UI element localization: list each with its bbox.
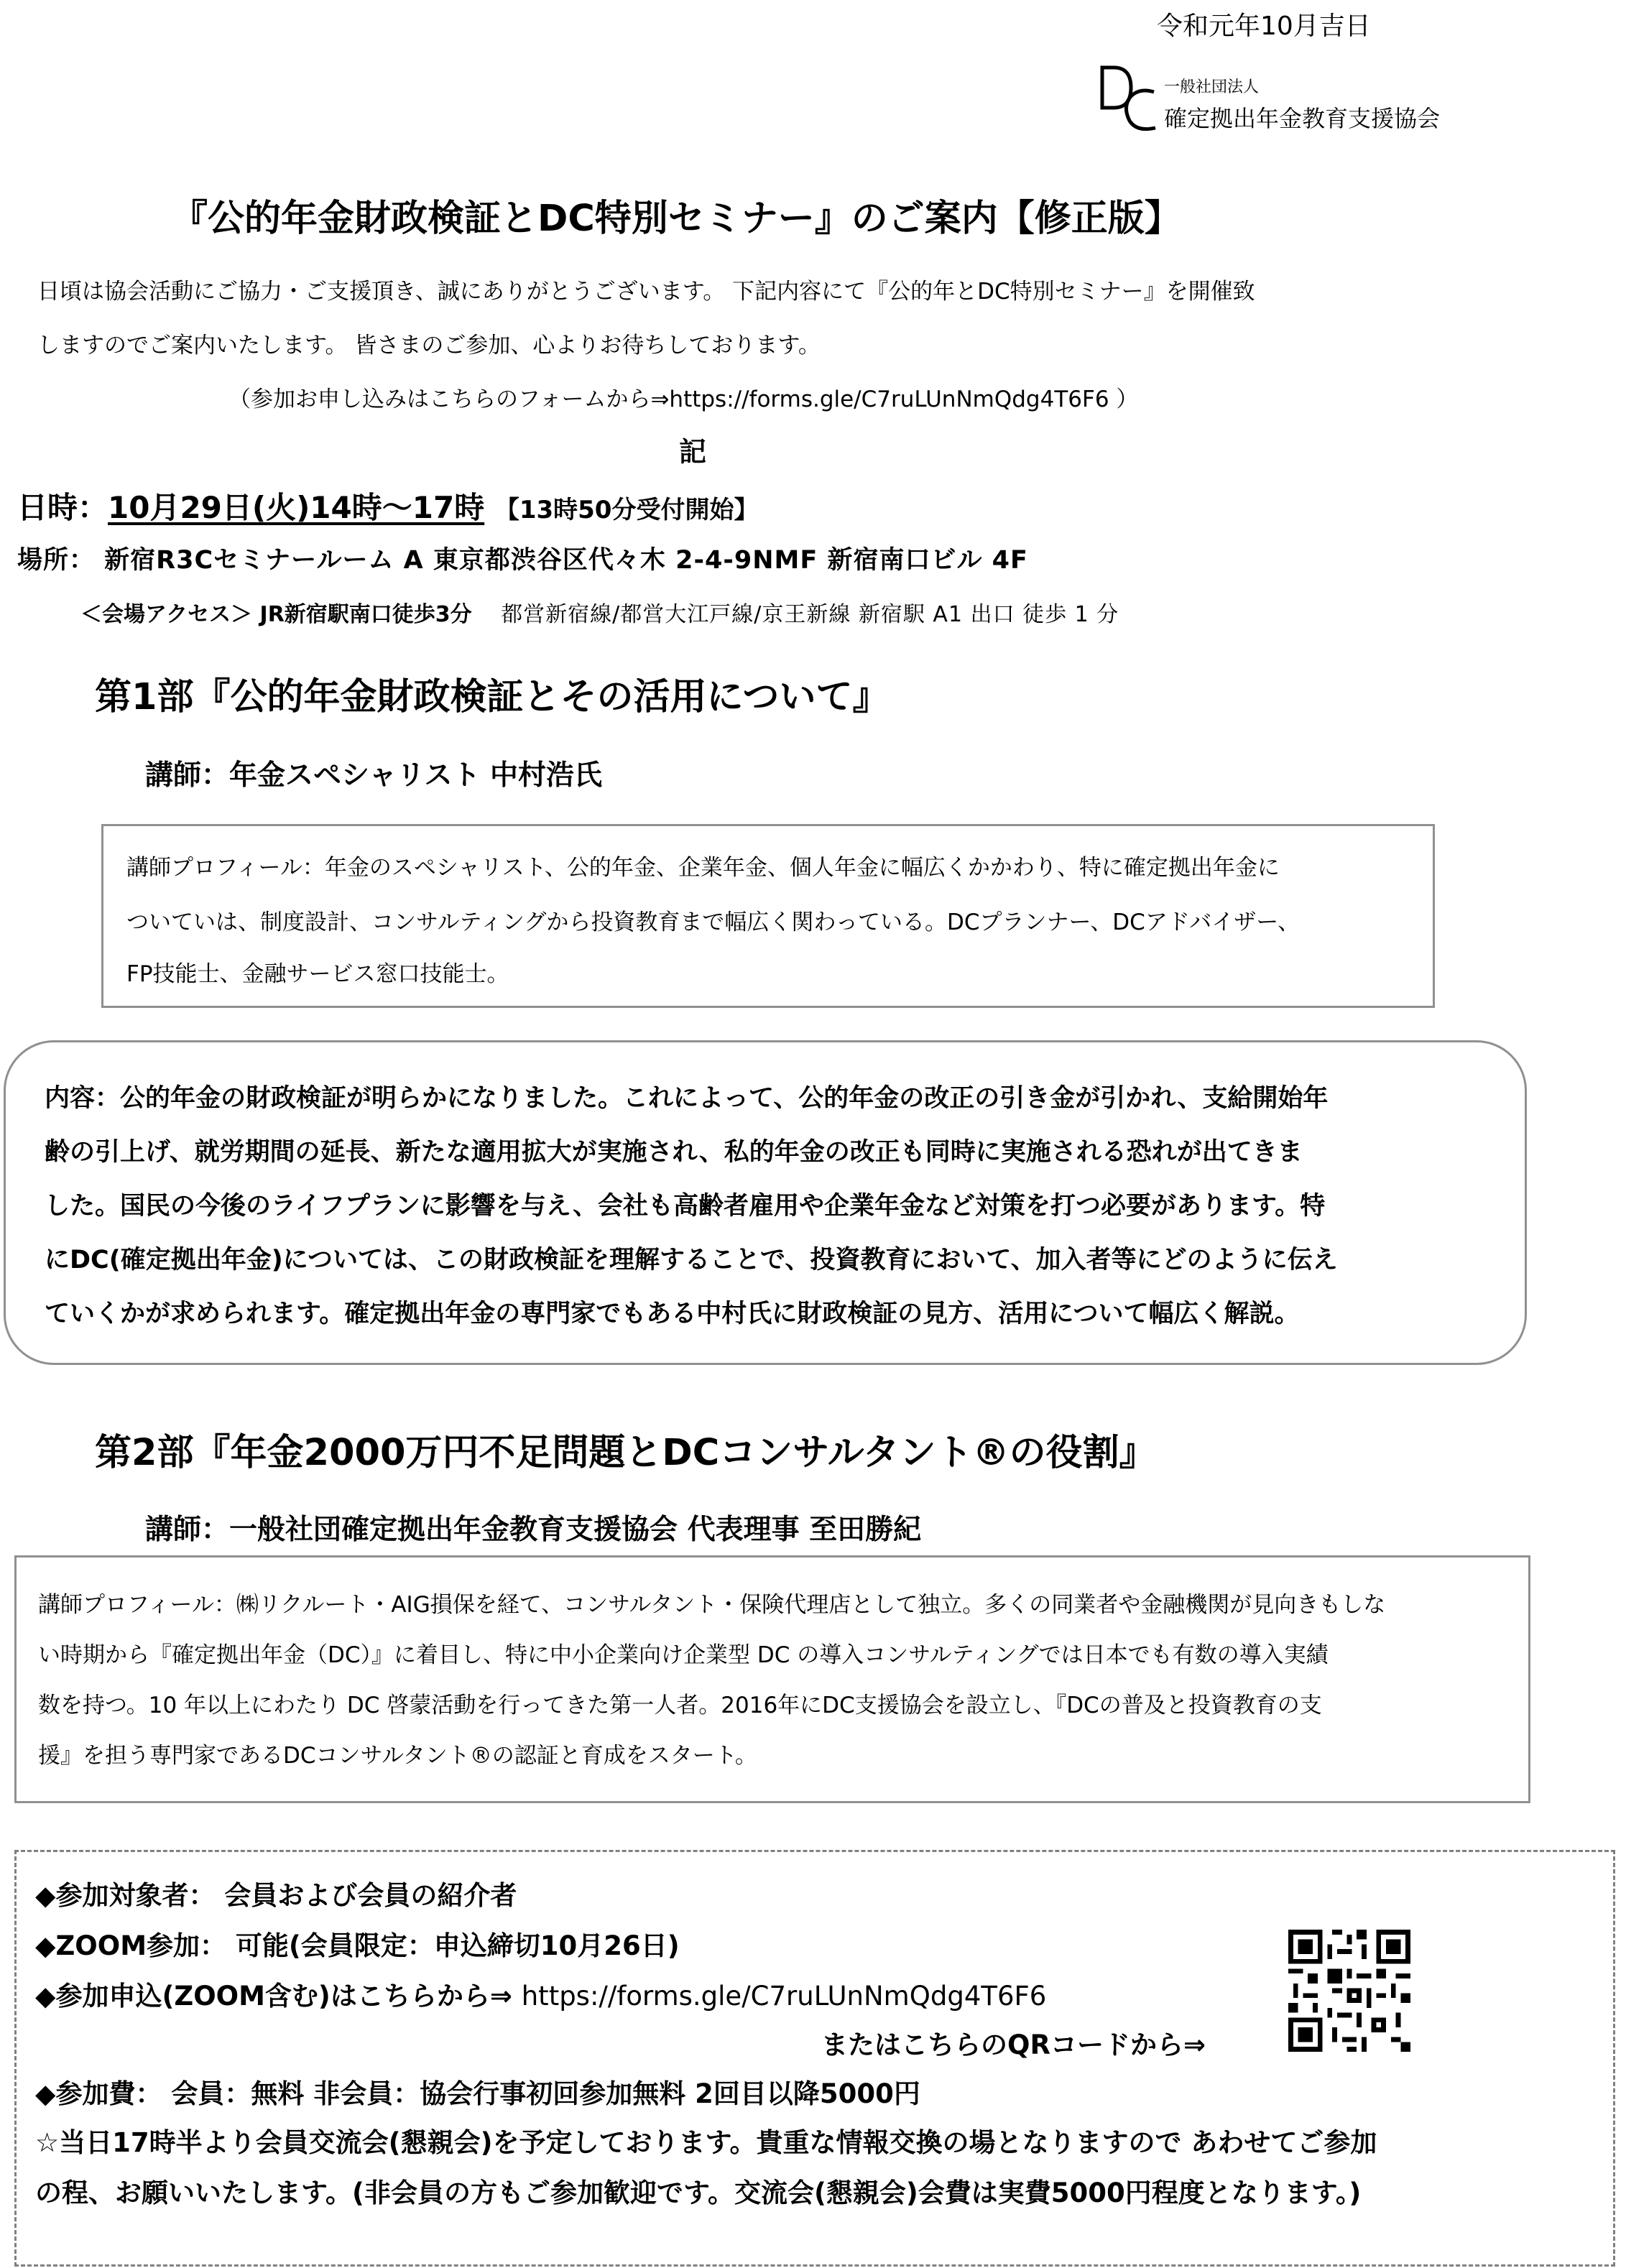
info-zoom: ◆ZOOM参加： 可能(会員限定：申込締切10月26日) [35, 1930, 680, 1961]
profile-line: 数を持つ。10 年以上にわたり DC 啓蒙活動を行ってきた第一人者。2016年にDC支援協会を設立し、『DCの普及と投資教育の支 [38, 1693, 1322, 1718]
org-type: 一般社団法人 [1164, 78, 1260, 96]
part1-speaker: 講師：年金スペシャリスト 中村浩氏 [145, 759, 603, 792]
info-target: ◆参加対象者： 会員および会員の紹介者 [35, 1880, 517, 1911]
profile-line: 講師プロフィール：年金のスペシャリスト、公的年金、企業年金、個人年金に幅広くかかわり、特に確定拠出年金に [126, 855, 1280, 881]
access-detail: 都営新宿線/都営大江戸線/京王新線 新宿駅 A1 出口 徒歩 1 分 [501, 602, 1119, 627]
intro-form-link[interactable]: （参加お申し込みはこちらのフォームから⇒https://forms.gle/C7ruLUnNmQdg4T6F6 ） [228, 387, 1139, 412]
part1-title: 第1部『公的年金財政検証とその活用について』 [95, 676, 890, 718]
access-label: ＜会場アクセス＞ JR新宿駅南口徒歩3分 [80, 602, 472, 627]
qr-note: またはこちらのQRコードから⇒ [821, 2029, 1206, 2060]
reception-time: 【13時50分受付開始】 [494, 496, 759, 524]
intro-line-1: 日頃は協会活動にご協力・ご支援頂き、誠にありがとうございます。 下記内容にて『公的年とDC特別セミナー』を開催致 [37, 279, 1255, 305]
qr-code-icon[interactable] [1288, 1930, 1410, 2052]
apply-link[interactable]: https://forms.gle/C7ruLUnNmQdg4T6F6 [521, 1981, 1047, 2012]
content-line: した。国民の今後のライフプランに影響を与え、会社も高齢者雇用や企業年金など対策を打つ必要があります。特 [45, 1192, 1326, 1221]
part2-title: 第2部『年金2000万円不足問題とDCコンサルタント®の役割』 [95, 1432, 1156, 1474]
record-heading: 記 [679, 436, 707, 468]
intro-line-2: しますのでご案内いたします。 皆さまのご参加、心よりお待ちしております。 [37, 333, 821, 358]
profile-line: い時期から『確定拠出年金（DC）』に着目し、特に中小企業向け企業型 DC の導入コンサルティングでは日本でも有数の導入実績 [38, 1642, 1329, 1668]
datetime-value: 10月29日(火)14時～17時 [108, 490, 485, 525]
part2-speaker: 講師：一般社団確定拠出年金教育支援協会 代表理事 至田勝紀 [145, 1514, 922, 1546]
info-social-1: ☆当日17時半より会員交流会(懇親会)を予定しております。貴重な情報交換の場となりますので あわせてご参加 [35, 2127, 1377, 2158]
info-social-2: の程、お願いいたします。(非会員の方もご参加歓迎です。交流会(懇親会)会費は実費5000円程度となります。) [35, 2177, 1362, 2208]
part1-profile-box [101, 824, 1435, 1008]
apply-label: ◆参加申込(ZOOM含む)はこちらから⇒ [35, 1981, 512, 2012]
participation-info-box [14, 1850, 1615, 2267]
content-line: 齢の引上げ、就労期間の延長、新たな適用拡大が実施され、私的年金の改正も同時に実施される恐れが出てきま [45, 1138, 1303, 1167]
info-apply [35, 1974, 1046, 2013]
profile-line: 講師プロフィール：㈱リクルート・AIG損保を経て、コンサルタント・保険代理店として独立。多くの同業者や金融機関が見向きもしな [38, 1592, 1386, 1618]
org-logo [1098, 63, 1443, 142]
event-datetime [17, 484, 758, 527]
content-line: ていくかが求められます。確定拠出年金の専門家でもある中村氏に財政検証の見方、活用について幅広く解説。 [45, 1300, 1300, 1328]
datetime-label: 日時： [17, 490, 108, 525]
page-title: 『公的年金財政検証とDC特別セミナー』のご案内【修正版】 [171, 198, 1181, 240]
content-line: にDC(確定拠出年金)については、この財政検証を理解することで、投資教育において、加入者等にどのように伝え [45, 1246, 1338, 1274]
profile-line: FP技能士、金融サービス窓口技能士。 [126, 961, 509, 987]
profile-line: 援』を担う専門家であるDCコンサルタント®の認証と育成をスタート。 [38, 1743, 757, 1769]
issue-date: 令和元年10月吉日 [1157, 11, 1371, 41]
part2-profile-box [14, 1555, 1530, 1803]
content-line: 内容：公的年金の財政検証が明らかになりました。これによって、公的年金の改正の引き金が引かれ、支給開始年 [45, 1084, 1329, 1113]
profile-line: ついていは、制度設計、コンサルティングから投資教育まで幅広く関わっている。DCプランナー、DCアドバイザー、 [126, 909, 1300, 935]
part1-content-box [4, 1040, 1527, 1365]
org-name: 確定拠出年金教育支援協会 [1164, 105, 1441, 132]
venue-access [80, 596, 1119, 628]
info-fee: ◆参加費： 会員：無料 非会員：協会行事初回参加無料 2回目以降5000円 [35, 2078, 920, 2109]
event-place: 場所： 新宿R3Cセミナールーム A 東京都渋谷区代々木 2-4-9NMF 新宿南口ビル 4F [17, 546, 1028, 575]
dc-logo-icon [1098, 63, 1158, 135]
